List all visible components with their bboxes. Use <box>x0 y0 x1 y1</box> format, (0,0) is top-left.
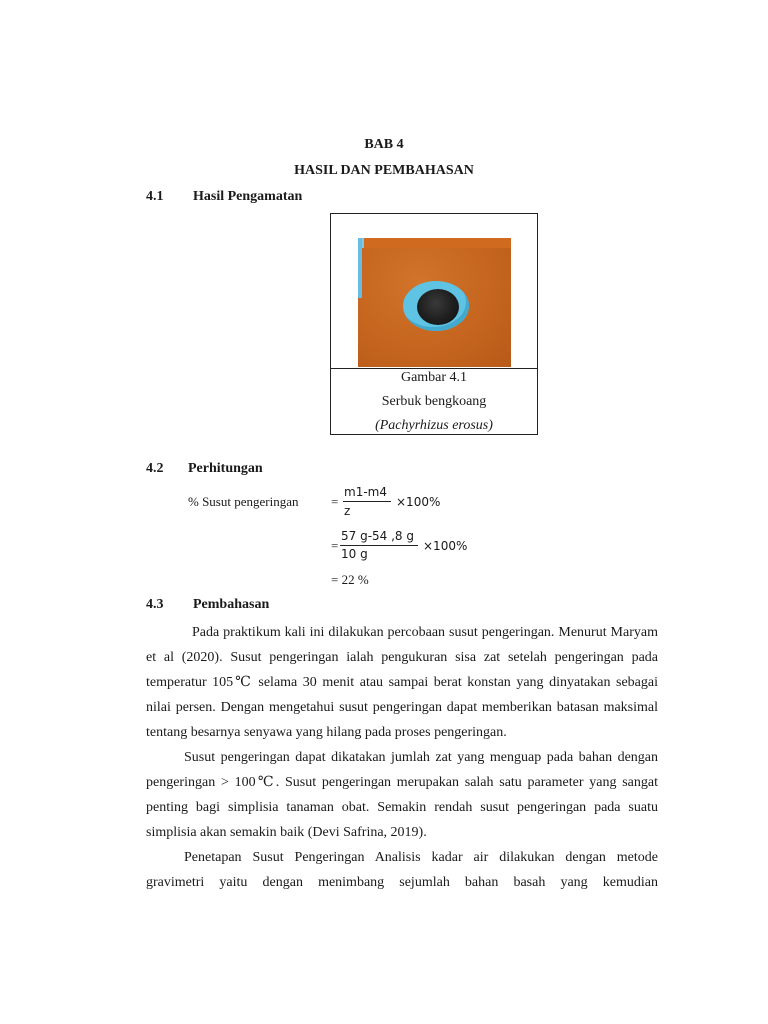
figure-latin-name: (Pachyrhizus erosus) <box>375 418 493 433</box>
section-number-4-3: 4.3 <box>146 597 164 612</box>
fraction-line-1 <box>343 501 391 502</box>
figure-divider <box>331 368 537 369</box>
formula-equals-1: = <box>331 494 339 509</box>
formula-multiplier-2: ×100% <box>423 539 468 553</box>
figure-photo <box>358 238 511 367</box>
formula-denominator-1: z <box>344 504 351 518</box>
section-number-4-1: 4.1 <box>146 189 164 204</box>
section-title-hasil-pengamatan: Hasil Pengamatan <box>193 189 303 204</box>
section-number-4-2: 4.2 <box>146 461 164 476</box>
section-title-perhitungan: Perhitungan <box>188 461 263 476</box>
formula-result: = 22 % <box>331 572 369 587</box>
chapter-title: HASIL DAN PEMBAHASAN <box>294 163 474 178</box>
paragraph-2: Susut pengeringan dapat dikatakan jumlah zat yang menguap pada bahan dengan pengeringan > 100℃. Susut pengeringan merupakan salah satu parameter yang sangat penting bagi simplisia tanaman obat. Semakin rendah susut pengeringan pada suatu simplisia akan semakin baik (Devi Safrina, 2019). <box>146 750 658 840</box>
figure-table <box>330 213 538 435</box>
paragraph-3: Penetapan Susut Pengeringan Analisis kadar air dilakukan dengan metode gravimetri yaitu dengan menimbang sejumlah bahan basah yang kemudian <box>146 850 658 890</box>
formula-numerator-2: 57 g-54 ,8 g <box>341 529 414 543</box>
section-title-pembahasan: Pembahasan <box>193 597 270 612</box>
formula-numerator-1: m1-m4 <box>344 485 387 499</box>
figure-label: Gambar 4.1 <box>400 370 468 385</box>
formula-equals-2: = <box>331 538 339 553</box>
fraction-line-2 <box>340 545 418 546</box>
paragraph-1: Pada praktikum kali ini dilakukan percobaan susut pengeringan. Menurut Maryam et al (2020). Susut pengeringan ialah pengukuran sisa zat setelah pengeringan pada temperatur 105℃ selama 30 menit atau sampai berat konstan yang dinyatakan sebagai nilai persen. Dengan mengetahui susut pengeringan dapat memberikan batasan maksimal tentang besarnya senyawa yang hilang pada proses pengeringan. <box>146 625 658 740</box>
formula-denominator-2: 10 g <box>341 547 368 561</box>
discussion-body <box>146 620 658 895</box>
figure-caption: Serbuk bengkoang <box>381 394 487 409</box>
formula-lhs: % Susut pengeringan <box>188 494 299 509</box>
chapter-number: BAB 4 <box>364 137 404 152</box>
formula-multiplier-1: ×100% <box>396 495 441 509</box>
powder-sample <box>417 289 459 325</box>
